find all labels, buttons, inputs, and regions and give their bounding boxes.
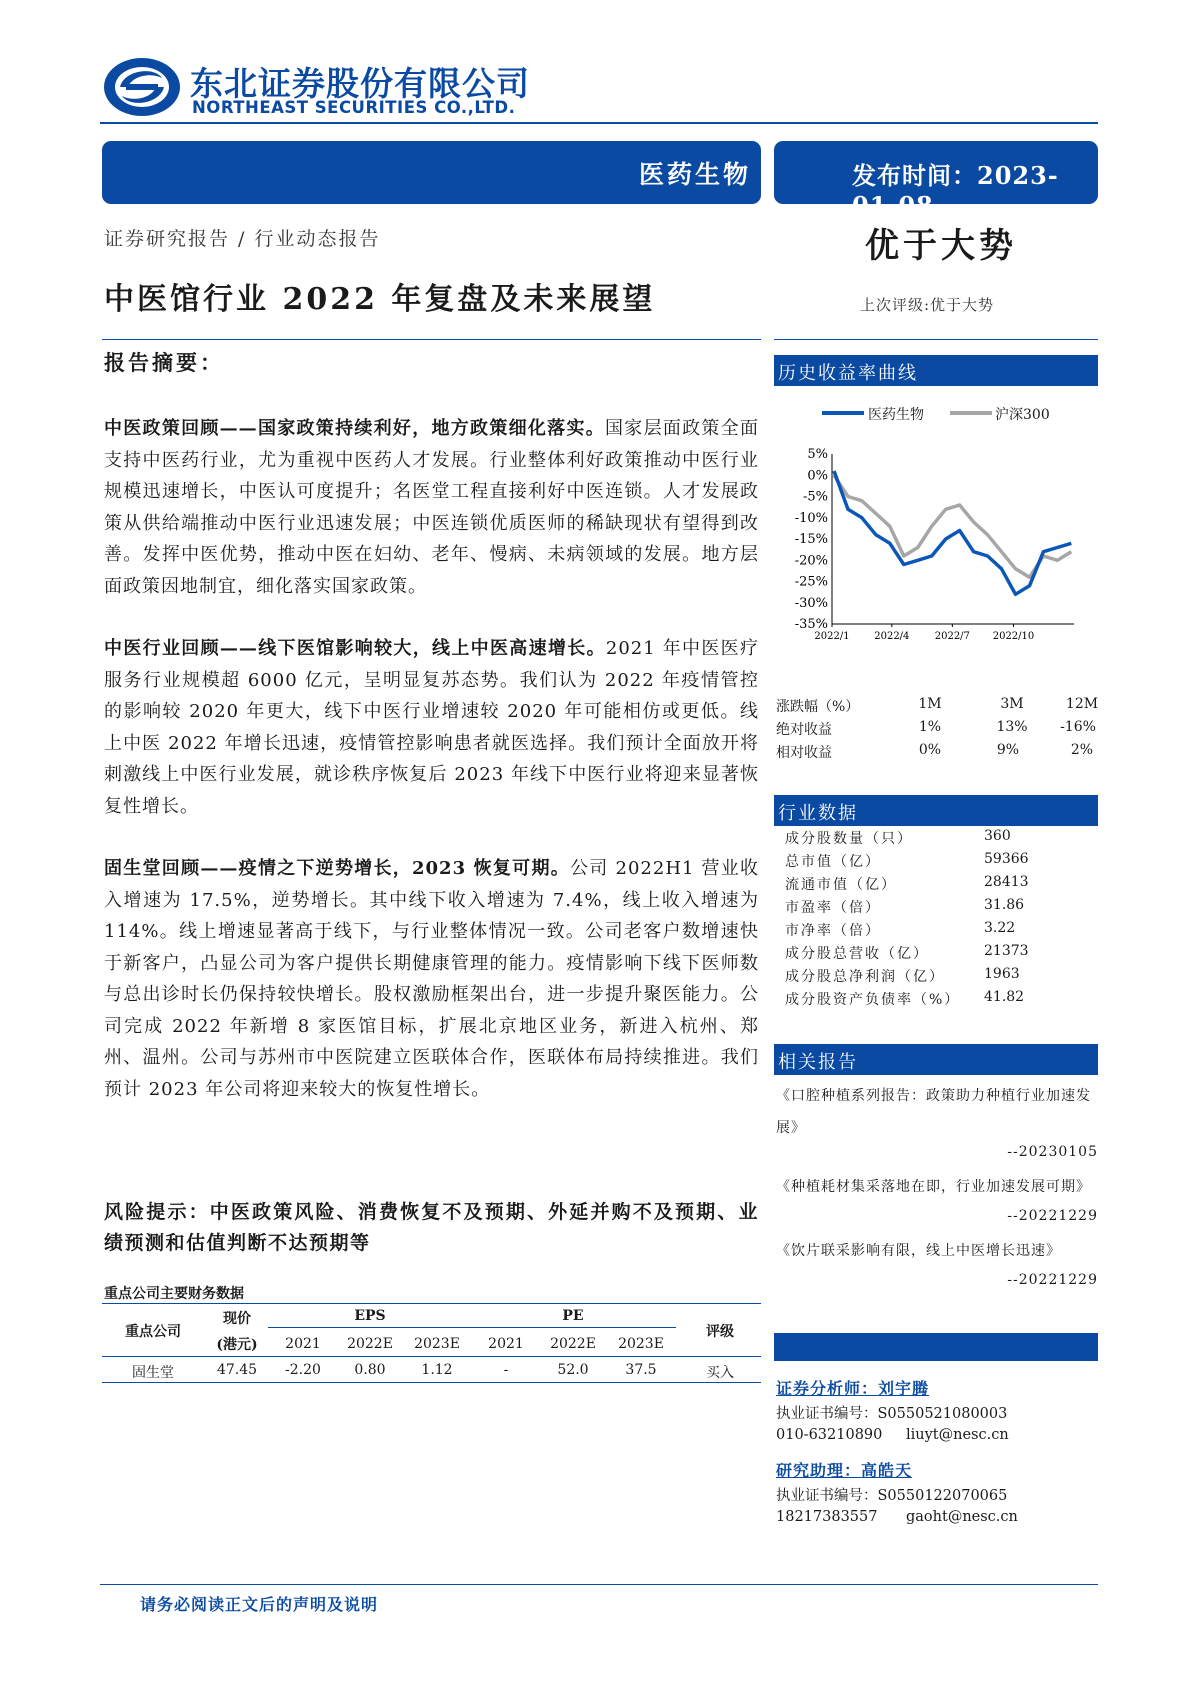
industry-value: 360 — [984, 828, 1011, 844]
y-tick-label: 5% — [807, 447, 828, 462]
publish-banner — [774, 141, 1098, 220]
related-report-date: --20221229 — [1007, 1272, 1098, 1288]
industry-value: 28413 — [984, 874, 1029, 890]
industry-label: 成分股资产负债率（%） — [785, 992, 961, 1008]
legend-swatch-hs300 — [948, 408, 994, 418]
summary-heading: 报告摘要： — [104, 350, 224, 375]
table-cell: 0.80 — [354, 1362, 386, 1378]
table-bottom-rule — [102, 1382, 761, 1383]
col-price-unit: (港元) — [216, 1337, 258, 1353]
x-tick-label: 2022/10 — [992, 631, 1035, 642]
x-tick-label: 2022/4 — [874, 631, 910, 642]
year-header: 2021 — [488, 1336, 524, 1352]
table-cell-company: 固生堂 — [132, 1365, 174, 1381]
col-pe: PE — [562, 1308, 584, 1324]
industry-label: 成分股总净利润（亿） — [785, 969, 945, 985]
assistant-email[interactable]: gaoht@nesc.cn — [906, 1509, 1018, 1525]
y-tick-label: -25% — [794, 574, 828, 590]
related-report: 《种植耗材集采落地在即，行业加速发展可期》 — [776, 1179, 1091, 1195]
industry-label: 成分股总营收（亿） — [785, 946, 929, 962]
perf-header-label: 涨跌幅（%） — [776, 699, 860, 715]
company-name-cn: 东北证券股份有限公司 — [190, 64, 530, 103]
table-cell-rating: 买入 — [706, 1365, 734, 1381]
side-divider — [774, 339, 1098, 340]
col-price: 现价 — [223, 1311, 251, 1327]
paragraph-lead: 固生堂回顾——疫情之下逆势增长，2023 恢复可期。 — [104, 858, 570, 879]
analyst-cert: 执业证书编号：S0550521080003 — [776, 1406, 1008, 1422]
legend-label-hs300: 沪深300 — [995, 407, 1050, 423]
related-report-date: --20221229 — [1007, 1208, 1098, 1224]
table-cell: 52.0 — [557, 1362, 589, 1378]
legend-label-pharma: 医药生物 — [868, 407, 924, 423]
summary-paragraph — [104, 413, 759, 602]
related-report: 《口腔种植系列报告：政策助力种植行业加速发展》 — [776, 1088, 1091, 1136]
x-tick-label: 2022/1 — [814, 631, 850, 642]
industry-label: 市盈率（倍） — [785, 900, 881, 916]
assistant-phone: 18217383557 — [776, 1509, 878, 1525]
industry-header — [774, 795, 1098, 826]
y-tick-label: -15% — [794, 532, 828, 547]
industry-value: 1963 — [984, 966, 1020, 982]
paragraph-lead: 中医行业回顾——线下医馆影响较大，线上中医高速增长。 — [104, 638, 606, 659]
perf-row-label: 绝对收益 — [776, 722, 832, 738]
breadcrumb: 证券研究报告 / 行业动态报告 — [104, 228, 381, 250]
summary-paragraph — [104, 633, 759, 822]
perf-header-3m: 3M — [1000, 696, 1024, 712]
perf-cell: 13% — [996, 719, 1028, 735]
table-cell: -2.20 — [285, 1362, 321, 1378]
assistant-name[interactable]: 研究助理：高皓天 — [776, 1461, 913, 1480]
perf-header-12m: 12M — [1065, 696, 1099, 712]
industry-value: 41.82 — [984, 989, 1025, 1005]
related-title: 相关报告 — [778, 1052, 858, 1073]
perf-header-1m: 1M — [918, 696, 942, 712]
paragraph-lead: 中医政策回顾——国家政策持续利好，地方政策细化落实。 — [104, 418, 606, 439]
industry-label: 市净率（倍） — [785, 923, 881, 939]
analyst-name[interactable]: 证券分析师：刘宇腾 — [776, 1379, 930, 1398]
paragraph-text: 公司 2022H1 营业收入增速为 17.5%，逆势增长。其中线下收入增速为 7.4%，线上收入增速为 114%。线上增速显著高于线下，与行业整体情况一致。公司老客户数增速快于新客户，凸显公司为客户提供长期健康管理的能力。疫情影响下线下医师数与总出诊时长仍保持较快增长。股权激励框架出台，进一步提升聚医能力。公司完成 2022 年新增 8 家医馆目标，扩展北京地区业务，新进入杭州、郑州、温州。公司与苏州市中医院建立医联体合作，医联体布局持续推进。我们预计 2023 年公司将迎来较大的恢复性增长。 — [104, 858, 759, 1100]
industry-value: 59366 — [984, 851, 1029, 867]
summary-paragraph — [104, 853, 759, 1105]
footer-divider — [100, 1584, 1098, 1585]
industry-label: 成分股数量（只） — [785, 831, 913, 847]
returns-chart — [774, 440, 1098, 650]
table-header-rule — [102, 1356, 761, 1357]
perf-cell: 2% — [1070, 742, 1094, 758]
x-tick-label: 2022/7 — [934, 631, 970, 642]
col-company: 重点公司 — [125, 1324, 181, 1340]
year-header: 2021 — [285, 1336, 321, 1352]
title-divider — [102, 339, 761, 340]
perf-cell: -16% — [1060, 719, 1096, 735]
sector-banner — [102, 141, 761, 204]
col-eps: EPS — [354, 1308, 386, 1324]
col-rating: 评级 — [706, 1324, 734, 1340]
assistant-cert: 执业证书编号：S0550122070065 — [776, 1488, 1008, 1504]
company-name-en: NORTHEAST SECURITIES CO.,LTD. — [192, 98, 516, 117]
industry-value: 3.22 — [984, 920, 1016, 936]
table-cell: 37.5 — [625, 1362, 657, 1378]
year-header: 2023E — [414, 1336, 460, 1352]
chart-section-title: 历史收益率曲线 — [778, 363, 918, 384]
industry-label: 总市值（亿） — [785, 854, 881, 870]
sector-label: 医药生物 — [638, 160, 751, 189]
y-tick-label: -20% — [794, 553, 828, 569]
related-report-date: --20230105 — [1007, 1144, 1098, 1160]
table-top-rule — [102, 1303, 761, 1304]
industry-value: 31.86 — [984, 897, 1025, 913]
related-report: 《饮片联采影响有限，线上中医增长迅速》 — [776, 1243, 1061, 1259]
company-logo — [102, 56, 182, 118]
related-header — [774, 1044, 1098, 1075]
y-tick-label: -5% — [802, 489, 828, 505]
paragraph-text: 2021 年中医医疗服务行业规模超 6000 亿元，呈明显复苏态势。我们认为 2022 年疫情管控的影响较 2020 年更大，线下中医行业增速较 2020 年可能相仿或更低。线上中医 2022 年增长迅速，疫情管控影响患者就医选择。我们预计全面放开将刺激线上中医行业发展，就诊秩序恢复后 2023 年线下中医行业将迎来显著恢复性增长。 — [104, 638, 759, 817]
perf-cell: 9% — [996, 742, 1020, 758]
table-cell-price: 47.45 — [216, 1362, 258, 1378]
y-tick-label: -35% — [794, 617, 828, 632]
analyst-email[interactable]: liuyt@nesc.cn — [906, 1427, 1009, 1443]
y-tick-label: -30% — [794, 595, 828, 611]
analyst-phone: 010-63210890 — [776, 1427, 883, 1443]
industry-value: 21373 — [984, 943, 1029, 959]
table-cell: - — [503, 1362, 509, 1378]
year-header: 2023E — [618, 1336, 664, 1352]
y-tick-label: -10% — [794, 510, 828, 526]
risk-warning: 风险提示：中医政策风险、消费恢复不及预期、外延并购不及预期、业绩预测和估值判断不达预期等 — [104, 1201, 759, 1254]
year-header: 2022E — [550, 1336, 596, 1352]
table-mid-rule — [268, 1327, 676, 1328]
industry-label: 流通市值（亿） — [785, 877, 897, 893]
year-header: 2022E — [347, 1336, 393, 1352]
perf-cell: 0% — [918, 742, 942, 758]
industry-title: 行业数据 — [778, 803, 858, 824]
key-table-title: 重点公司主要财务数据 — [104, 1286, 244, 1302]
legend-swatch-pharma — [820, 408, 866, 418]
rating: 优于大势 — [865, 226, 1017, 266]
previous-rating: 上次评级:优于大势 — [860, 296, 995, 314]
header-divider — [100, 122, 1098, 124]
series-line-pharma — [834, 471, 1071, 594]
analyst-bar — [774, 1333, 1098, 1361]
publish-time: 发布时间：2023-01-08 — [852, 161, 1059, 220]
table-cell: 1.12 — [421, 1362, 453, 1378]
report-title: 中医馆行业 2022 年复盘及未来展望 — [104, 282, 656, 317]
chart-section-header — [774, 355, 1098, 386]
perf-row-label: 相对收益 — [776, 745, 832, 761]
perf-cell: 1% — [918, 719, 942, 735]
paragraph-text: 国家层面政策全面支持中医药行业，尤为重视中医药人才发展。行业整体利好政策推动中医行业规模迅速增长，中医认可度提升；名医堂工程直接利好中医连锁。人才发展政策从供给端推动中医行业迅速发展；中医连锁优质医师的稀缺现状有望得到改善。发挥中医优势，推动中医在妇幼、老年、慢病、未病领域的发展。地方层面政策因地制宜，细化落实国家政策。 — [104, 418, 759, 597]
footer-disclaimer: 请务必阅读正文后的声明及说明 — [140, 1595, 379, 1614]
y-tick-label: 0% — [807, 468, 828, 484]
